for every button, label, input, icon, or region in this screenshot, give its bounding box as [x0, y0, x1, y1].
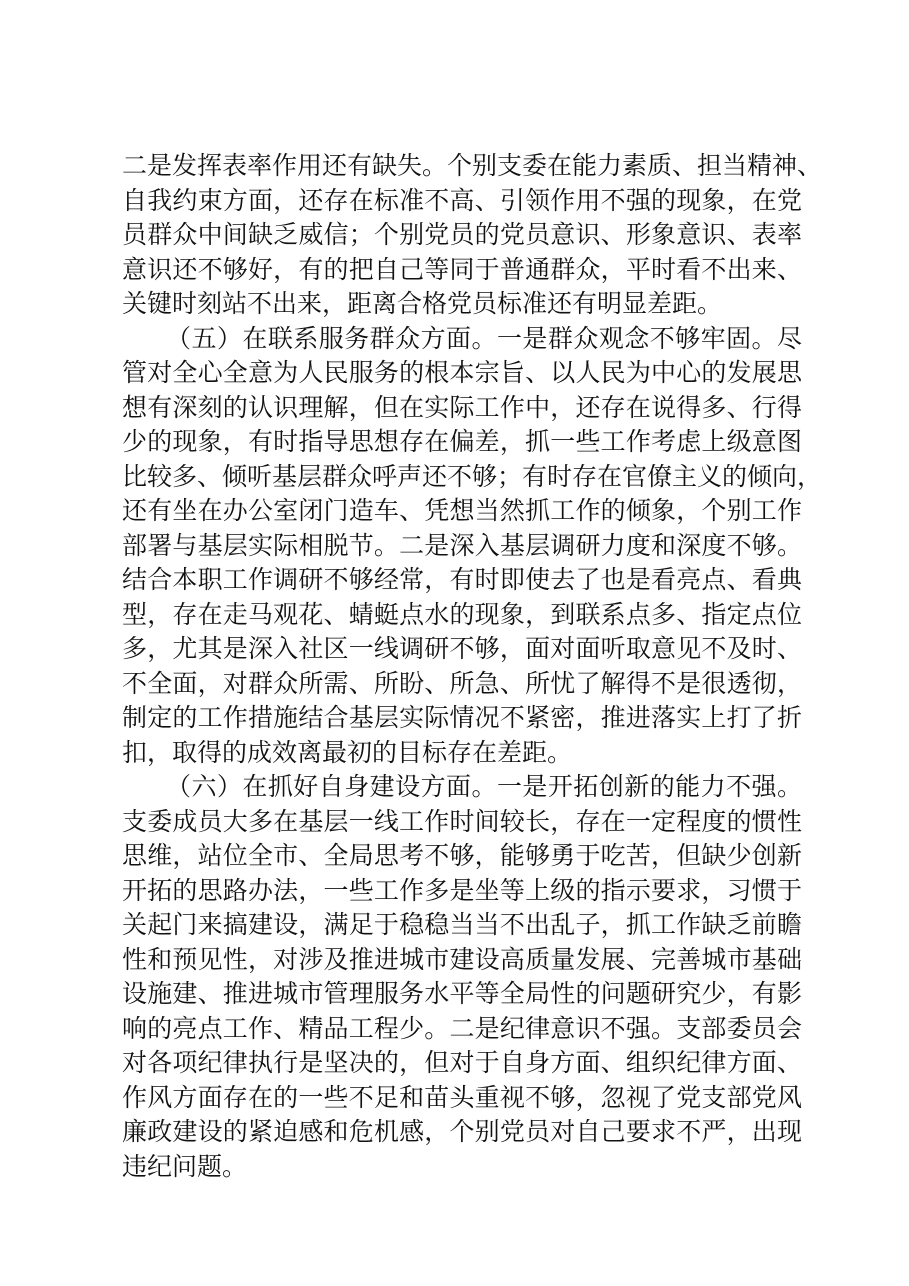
text-line: 不全面，对群众所需、所盼、所急、所忧了解得不是很透彻， — [122, 668, 802, 698]
text-line: 员群众中间缺乏威信；个别党员的党员意识、形象意识、表率 — [122, 220, 802, 249]
text-line: 管对全心全意为人民服务的根本宗旨、以人民为中心的发展思 — [122, 358, 802, 387]
text-line: 还有坐在办公室闭门造车、凭想当然抓工作的倾象，个别工作 — [122, 496, 802, 525]
text-line: 结合本职工作调研不够经常，有时即使去了也是看亮点、看典 — [122, 565, 802, 594]
text-line: 违纪问题。 — [122, 1151, 248, 1181]
text-line: 制定的工作措施结合基层实际情况不紧密，推进落实上打了折 — [122, 703, 802, 732]
text-line: 比较多、倾听基层群众呼声还不够；有时存在官僚主义的倾向， — [122, 461, 823, 491]
text-line: 设施建、推进城市管理服务水平等全局性的问题研究少，有影 — [122, 979, 802, 1008]
text-line: 开拓的思路办法，一些工作多是坐等上级的指示要求，习惯于 — [122, 875, 802, 905]
text-line: （五）在联系服务群众方面。一是群众观念不够牢固。尽 — [166, 323, 802, 353]
text-line: 支委成员大多在基层一线工作时间较长，存在一定程度的惯性 — [122, 806, 802, 836]
text-line: 型，存在走马观花、蜻蜓点水的现象，到联系点多、指定点位 — [122, 599, 802, 629]
text-line: （六）在抓好自身建设方面。一是开拓创新的能力不强。 — [166, 772, 802, 801]
text-line: 自我约束方面，还存在标准不高、引领作用不强的现象，在党 — [122, 185, 802, 215]
text-line: 关起门来搞建设，满足于稳稳当当不出乱子，抓工作缺乏前瞻 — [122, 910, 802, 939]
text-line: 作风方面存在的一些不足和苗头重视不够，忽视了党支部党风 — [122, 1082, 802, 1112]
text-line: 对各项纪律执行是坚决的，但对于自身方面、组织纪律方面、 — [122, 1048, 802, 1077]
text-line: 想有深刻的认识理解，但在实际工作中，还存在说得多、行得 — [122, 392, 802, 422]
text-line: 思维，站位全市、全局思考不够，能够勇于吃苦，但缺少创新 — [122, 841, 802, 870]
text-line: 关键时刻站不出来，距离合格党员标准还有明显差距。 — [122, 289, 723, 318]
text-line: 部署与基层实际相脱节。二是深入基层调研力度和深度不够。 — [122, 530, 802, 560]
text-line: 意识还不够好，有的把自己等同于普通群众，平时看不出来、 — [122, 254, 802, 284]
text-line: 少的现象，有时指导思想存在偏差，抓一些工作考虑上级意图 — [122, 427, 802, 456]
text-line: 性和预见性，对涉及推进城市建设高质量发展、完善城市基础 — [122, 944, 802, 974]
document-body — [122, 149, 823, 1184]
text-line: 扣，取得的成效离最初的目标存在差距。 — [122, 737, 573, 767]
text-line: 响的亮点工作、精品工程少。二是纪律意识不强。支部委员会 — [122, 1013, 802, 1043]
text-line: 廉政建设的紧迫感和危机感，个别党员对自己要求不严，出现 — [122, 1117, 802, 1146]
text-line: 二是发挥表率作用还有缺失。个别支委在能力素质、担当精神、 — [122, 151, 823, 180]
text-line: 多，尤其是深入社区一线调研不够，面对面听取意见不及时、 — [122, 634, 802, 663]
